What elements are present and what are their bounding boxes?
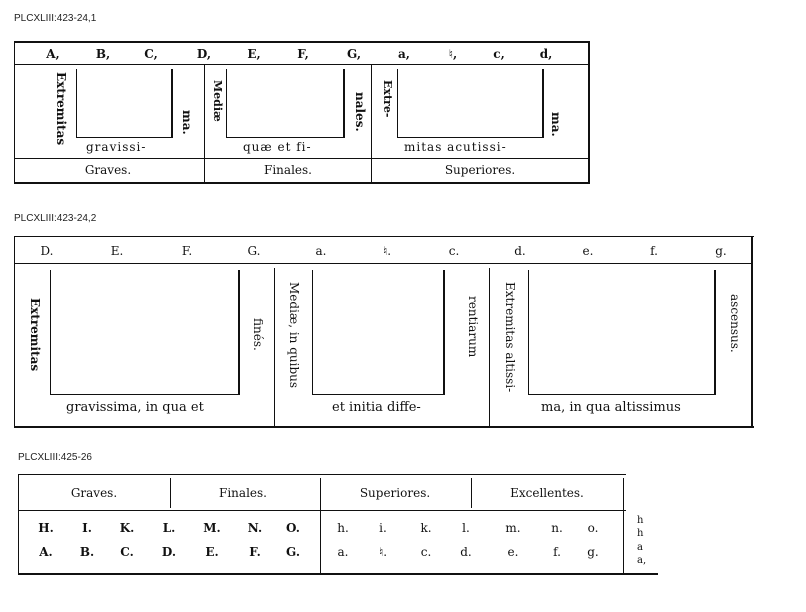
box-line [542,69,544,138]
superiores-left-label: Extre- [381,80,394,118]
last-col-letter: h [637,528,644,539]
divider [274,268,275,426]
finales-right-label: nales. [353,92,367,132]
box-line [238,270,240,395]
row1-letter: l. [462,521,470,535]
header-letter: G. [247,244,261,258]
row2-letter: d. [460,545,472,559]
divider [489,268,490,426]
box-line [714,270,716,395]
divider [471,478,472,508]
extremitas-left-label: Extremitas [28,298,42,372]
rentiarum-label: rentiarum [466,296,480,358]
row1-letter: k. [420,521,432,535]
top-rule [18,474,626,475]
header-letter: a. [315,244,327,258]
box-line [528,270,529,395]
divider-1 [204,65,205,182]
header-letter: c, [493,47,505,61]
header-letter: f. [650,244,658,258]
group-rule [18,510,626,511]
header-letter: d, [539,47,553,61]
row1-letter: i. [379,521,387,535]
header-letter: E, [247,47,261,61]
header-letter: D. [40,244,54,258]
last-col-letter: a [637,542,643,553]
header-rule [14,263,752,264]
row1-letter: m. [505,521,521,535]
header-letter: e. [582,244,594,258]
finales-bottom-label: quæ et fi- [243,140,312,154]
header-letter: d. [514,244,526,258]
box-line [50,394,239,395]
header-letter: F. [181,244,193,258]
header-letter: c. [448,244,460,258]
group-label: Excellentes. [510,486,584,500]
extremitas-altissi-label: Extremitas altissi- [503,282,517,393]
box-line [528,394,715,395]
row2-letter: f. [553,545,561,559]
group-label: Graves. [70,486,118,500]
graves-left-label: Extremitas [54,72,68,146]
header-letter: E. [110,244,124,258]
row1-letter: L. [162,521,176,535]
header-letter: g. [715,244,727,258]
box-line [226,69,227,138]
header-letter: B, [95,47,111,61]
altissimus-label: ma, in qua altissimus [541,400,681,415]
header-letter: a, [398,47,410,61]
group-label: Finales. [264,163,312,177]
figure-2-caption: PLCXLIII:423-24,2 [14,213,97,224]
row2-letter: g. [587,545,599,559]
group-label: Graves. [84,163,132,177]
header-letter: F, [297,47,309,61]
last-col-letter: h [637,515,644,526]
graves-right-label: ma. [180,110,194,135]
gravissima-label: gravissima, in qua et [66,400,204,415]
box-line [443,270,445,395]
row1-letter: K. [119,521,135,535]
right-border [588,41,590,184]
row1-letter: N. [247,521,263,535]
box-line [397,69,398,138]
row1-letter: M. [203,521,221,535]
box-line [343,69,345,138]
bottom-rule [18,573,658,575]
ascensus-label: ascensus. [728,294,742,353]
divider-2 [371,65,372,182]
top-rule [14,41,590,43]
top-rule [14,236,754,237]
left-border [14,236,15,428]
right-border [751,236,753,428]
divider [170,478,171,508]
initia-label: et initia diffe- [332,400,421,415]
box-line [76,137,172,138]
box-line [312,394,444,395]
group-label: Superiores. [359,486,431,500]
row1-letter: n. [551,521,563,535]
row2-letter: D. [161,545,177,559]
divider [320,478,321,573]
finales-left-label: Mediæ [211,80,224,122]
left-border [14,41,15,184]
fines-label: finés. [251,318,265,351]
header-letter: ♮. [382,244,392,258]
row2-letter: F. [249,545,261,559]
graves-bottom-label: gravissi- [86,140,147,154]
bottom-rule [14,182,590,184]
bottom-rule [14,426,754,428]
divider [623,478,624,573]
row2-letter: E. [205,545,219,559]
header-letter: C, [144,47,158,61]
row2-letter: C. [120,545,134,559]
box-line [76,69,77,138]
row1-letter: O. [286,521,300,535]
row2-letter: A. [39,545,53,559]
header-rule [14,64,588,65]
row2-letter: B. [79,545,95,559]
last-col-letter: a, [637,555,647,566]
row2-letter: G. [286,545,300,559]
superiores-right-label: ma. [549,112,563,137]
box-line [226,137,344,138]
figure-1-caption: PLCXLIII:423-24,1 [14,13,97,24]
row2-letter: a. [337,545,349,559]
superiores-bottom-label: mitas acutissi- [404,140,507,154]
box-line [312,270,313,395]
box-line [171,69,173,138]
row1-letter: H. [38,521,54,535]
row1-letter: o. [587,521,599,535]
row1-letter: h. [337,521,349,535]
row1-letter: I. [82,521,92,535]
group-label: Superiores. [444,163,516,177]
header-letter: ♮, [448,47,458,61]
group-label: Finales. [219,486,267,500]
header-letter: D, [196,47,212,61]
figure-3-caption: PLCXLIII:425-26 [18,452,92,463]
header-letter: A, [46,47,60,61]
row2-letter: ♮. [378,545,388,559]
header-letter: G, [347,47,361,61]
group-rule [14,158,588,159]
row2-letter: e. [507,545,519,559]
box-line [397,137,543,138]
box-line [50,270,51,395]
left-border [18,474,19,575]
row2-letter: c. [420,545,432,559]
mediae-label: Mediæ, in quibus [287,282,301,389]
